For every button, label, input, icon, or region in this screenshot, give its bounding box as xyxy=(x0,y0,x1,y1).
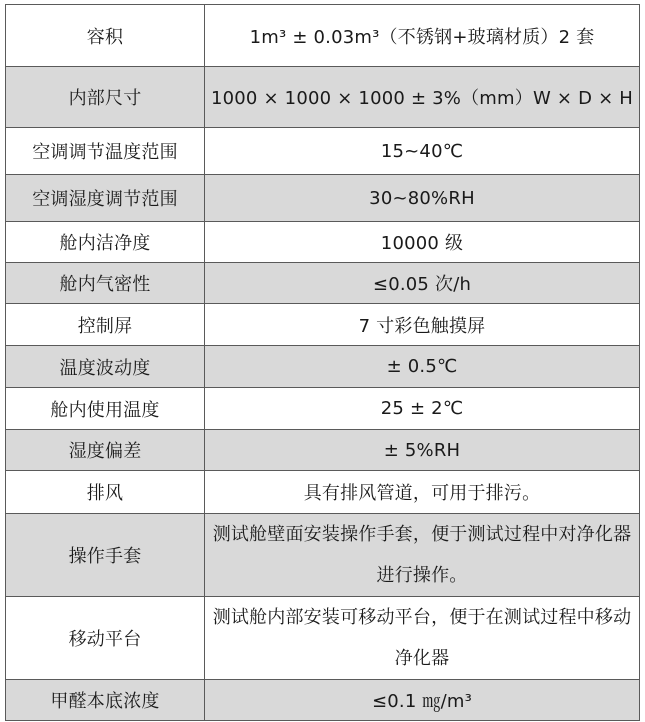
table-row-humidity-deviation xyxy=(6,430,640,471)
table-row-mobile-platform xyxy=(6,597,640,680)
row-label: 排风 xyxy=(6,471,205,514)
table-row-exhaust xyxy=(6,471,640,514)
table-row-control-screen xyxy=(6,304,640,346)
row-label: 操作手套 xyxy=(6,514,205,597)
row-label: 移动平台 xyxy=(6,597,205,680)
row-value: 10000 级 xyxy=(205,222,640,263)
row-value: 30~80%RH xyxy=(205,175,640,222)
row-label: 湿度偏差 xyxy=(6,430,205,471)
table-row-volume xyxy=(6,5,640,67)
row-label: 容积 xyxy=(6,5,205,67)
row-value: ≤0.1 ㎎/m³ xyxy=(205,680,640,721)
table-row-formaldehyde-background xyxy=(6,680,640,721)
row-value: 7 寸彩色触摸屏 xyxy=(205,304,640,346)
row-label: 空调调节温度范围 xyxy=(6,128,205,175)
table-row-temperature-fluctuation xyxy=(6,346,640,388)
table-row-airtightness xyxy=(6,263,640,304)
row-value: 25 ± 2℃ xyxy=(205,388,640,430)
row-value: 1000 × 1000 × 1000 ± 3%（mm）W × D × H xyxy=(205,67,640,128)
row-label: 内部尺寸 xyxy=(6,67,205,128)
table-row-operating-temperature xyxy=(6,388,640,430)
row-value: ± 5%RH xyxy=(205,430,640,471)
table-row-ac-temperature-range xyxy=(6,128,640,175)
row-value: 测试舱壁面安装操作手套，便于测试过程中对净化器进行操作。 xyxy=(205,514,640,597)
row-label: 空调湿度调节范围 xyxy=(6,175,205,222)
table-row-internal-size xyxy=(6,67,640,128)
row-label: 舱内洁净度 xyxy=(6,222,205,263)
specification-table xyxy=(5,4,640,721)
row-value: ± 0.5℃ xyxy=(205,346,640,388)
table-row-operating-gloves xyxy=(6,514,640,597)
row-label: 温度波动度 xyxy=(6,346,205,388)
table-row-cleanliness xyxy=(6,222,640,263)
table-row-ac-humidity-range xyxy=(6,175,640,222)
row-value: 测试舱内部安装可移动平台，便于在测试过程中移动净化器 xyxy=(205,597,640,680)
row-value: 1m³ ± 0.03m³（不锈钢+玻璃材质）2 套 xyxy=(205,5,640,67)
row-label: 舱内气密性 xyxy=(6,263,205,304)
row-value: 具有排风管道，可用于排污。 xyxy=(205,471,640,514)
row-label: 控制屏 xyxy=(6,304,205,346)
row-label: 甲醛本底浓度 xyxy=(6,680,205,721)
row-label: 舱内使用温度 xyxy=(6,388,205,430)
row-value: ≤0.05 次/h xyxy=(205,263,640,304)
row-value: 15~40℃ xyxy=(205,128,640,175)
